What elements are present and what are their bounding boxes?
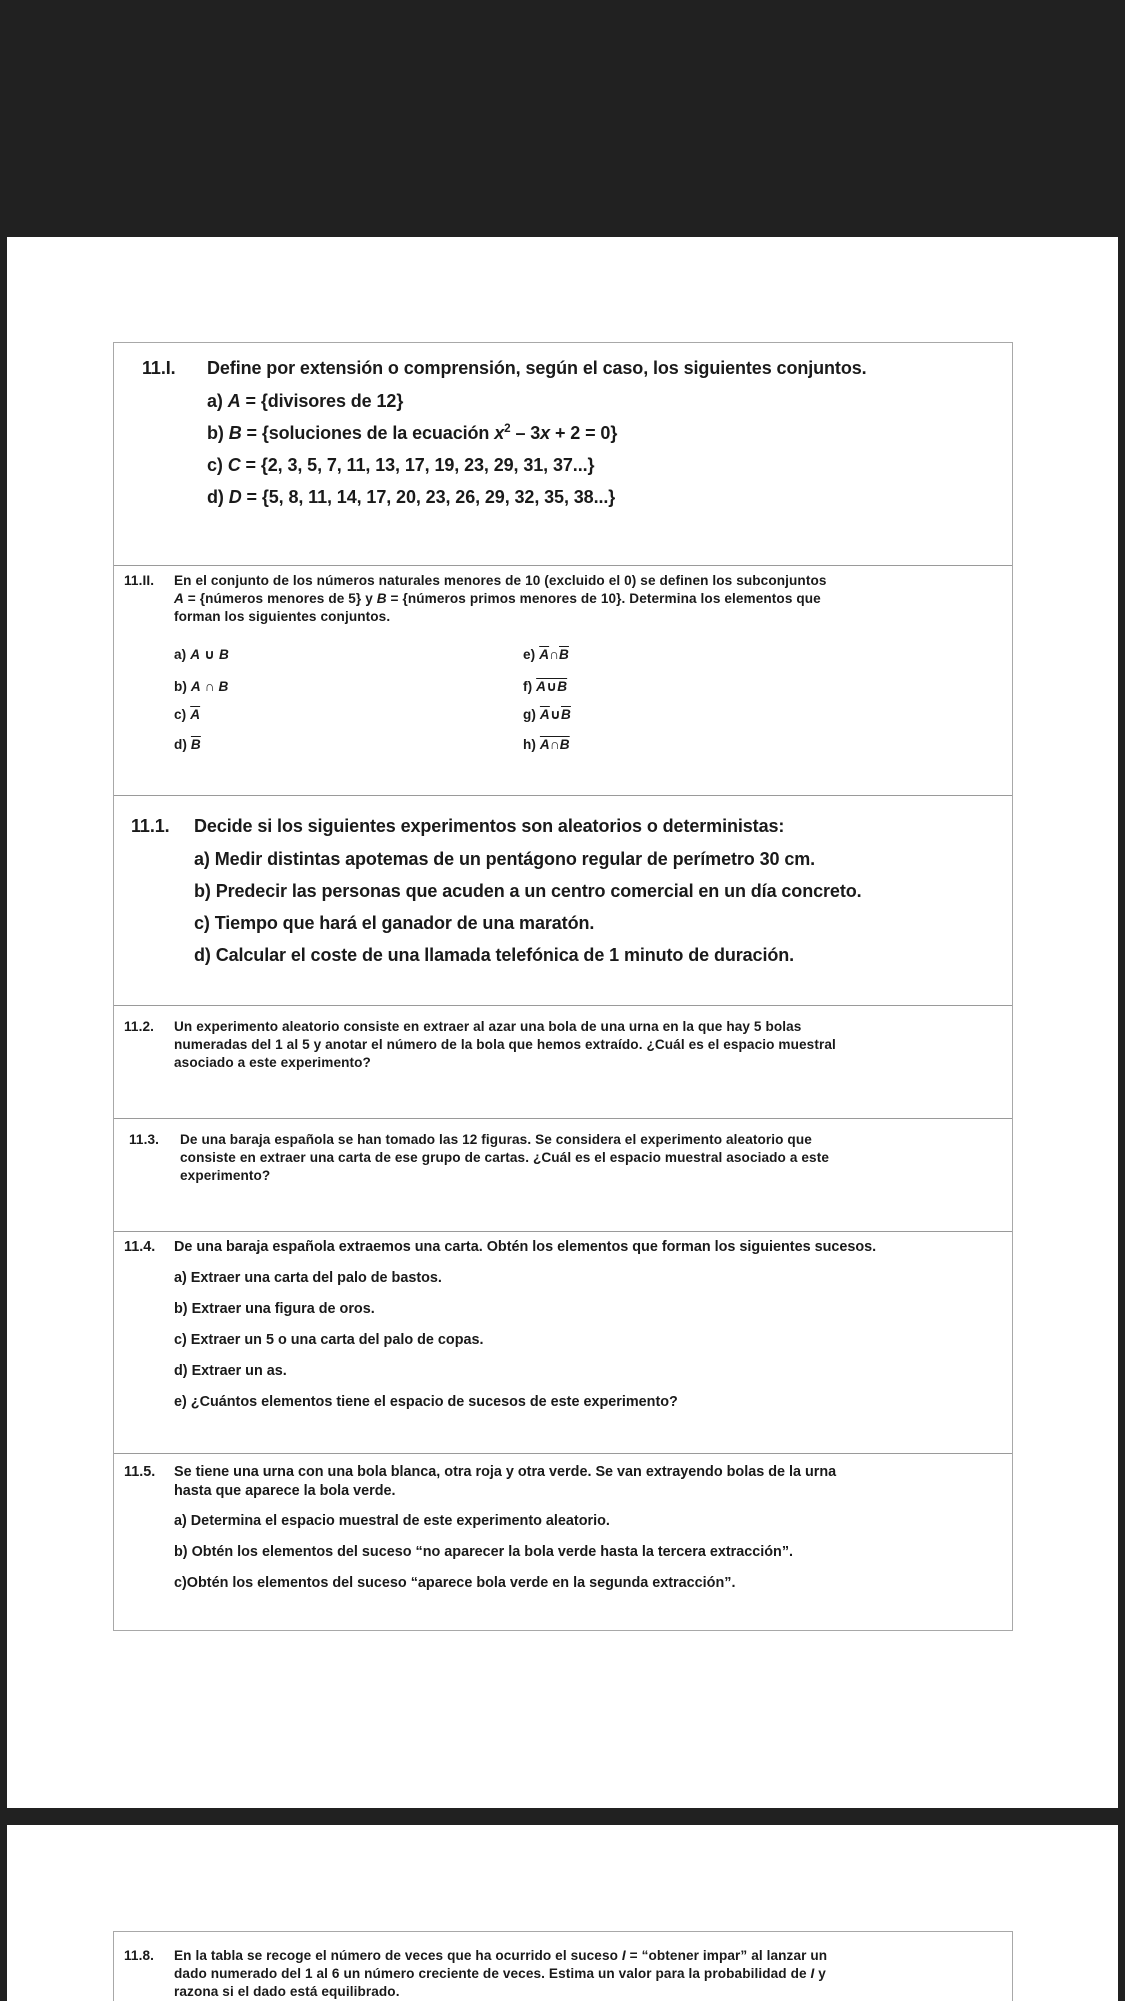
item-e: e) $\overline{A}\cap\overline{B}$ [523, 647, 569, 662]
exercise-number: 11.I. [142, 358, 176, 378]
item-h: h) A∩B [523, 737, 570, 752]
item-d: d) Extraer un as. [174, 1363, 287, 1379]
item-c: c)Obtén los elementos del suceso “aparece bola verde en la segunda extracción”. [174, 1575, 736, 1591]
exercise-11-5 [114, 1453, 1012, 1630]
exercise-11-8 [114, 1932, 1012, 2001]
item-d: d) Calcular el coste de una llamada telefónica de 1 minuto de duración. [194, 945, 795, 965]
exercise-11-II [114, 565, 1012, 795]
item-e: e) ¿Cuántos elementos tiene el espacio de sucesos de este experimento? [174, 1394, 678, 1410]
exercise-statement: Se tiene una urna con una bola blanca, otra roja y otra verde. Se van extrayendo bolas de la urna hasta que aparece la bola verde. [174, 1464, 837, 1499]
item-d: d) D = {5, 8, 11, 14, 17, 20, 23, 26, 29, 32, 35, 38...} [207, 487, 616, 507]
item-g: g) $\overline{A}\cup\overline{B}$ [523, 707, 571, 722]
item-c: c) C = {2, 3, 5, 7, 11, 13, 17, 19, 23, 29, 31, 37...} [207, 455, 595, 475]
item-b: b) Predecir las personas que acuden a un centro comercial en un día concreto. [194, 881, 862, 901]
exercise-statement: Un experimento aleatorio consiste en extraer al azar una bola de una urna en la que hay 5 bolas numeradas del 1 al 5 y anotar el número de la bola que hemos extraído. ¿Cuál es el espacio muestral asociado a este experimento? [174, 1019, 836, 1070]
item-a: a) Determina el espacio muestral de este experimento aleatorio. [174, 1513, 610, 1529]
exercise-11-3 [114, 1118, 1012, 1231]
exercise-11-1 [114, 795, 1012, 1005]
exercise-statement: Define por extensión o comprensión, según el caso, los siguientes conjuntos. [207, 358, 867, 378]
item-f: f) A∪B [523, 679, 568, 694]
item-b: b) Obtén los elementos del suceso “no aparecer la bola verde hasta la tercera extracción”. [174, 1544, 794, 1560]
item-a: a) A = {divisores de 12} [207, 391, 404, 411]
exercise-number: 11.II. [124, 573, 155, 588]
exercise-box [113, 342, 1013, 1631]
item-a: a) A ∪ B [174, 647, 229, 662]
exercise-statement: En el conjunto de los números naturales menores de 10 (excluido el 0) se definen los subconjuntos A = {números menores de 5} y B = {números primos menores de 10}. Determina los elementos que forman los siguientes conjuntos. [174, 573, 827, 624]
exercise-number: 11.8. [124, 1948, 154, 1963]
exercise-number: 11.1. [131, 816, 170, 836]
item-c: c) Extraer un 5 o una carta del palo de copas. [174, 1332, 484, 1348]
document-page-2 [7, 1825, 1118, 2001]
document-page-1 [7, 237, 1118, 1808]
item-b: b) B = {soluciones de la ecuación $x^2 - 3x + 2 = 0$} [207, 422, 618, 443]
exercise-number: 11.3. [129, 1132, 159, 1147]
exercise-number: 11.2. [124, 1019, 154, 1034]
exercise-11-2 [114, 1005, 1012, 1118]
item-b: b) A ∩ B [174, 679, 229, 694]
item-a: a) Extraer una carta del palo de bastos. [174, 1270, 442, 1286]
item-d: d) $\overline{B}$ [174, 737, 201, 752]
exercise-statement: De una baraja española extraemos una carta. Obtén los elementos que forman los siguientes sucesos. [174, 1239, 877, 1255]
item-a: a) Medir distintas apotemas de un pentágono regular de perímetro 30 cm. [194, 849, 816, 869]
item-b: b) Extraer una figura de oros. [174, 1301, 375, 1317]
exercise-statement: Decide si los siguientes experimentos son aleatorios o deterministas: [194, 816, 785, 836]
exercise-number: 11.4. [124, 1239, 156, 1255]
item-c: c) Tiempo que hará el ganador de una maratón. [194, 913, 595, 933]
exercise-statement: En la tabla se recoge el número de veces que ha ocurrido el suceso I = “obtener impar” al lanzar un dado numerado del 1 al 6 un número creciente de veces. Estima un valor para la probabilidad de I y razona si el dado está equilibrado. [174, 1948, 828, 1999]
exercise-11-4 [114, 1231, 1012, 1453]
exercise-number: 11.5. [124, 1464, 156, 1480]
exercise-11-I [114, 343, 1012, 517]
exercise-box [113, 1931, 1013, 2001]
item-c: c) $\overline{A}$ [174, 707, 201, 722]
exercise-statement: De una baraja española se han tomado las 12 figuras. Se considera el experimento aleatorio que consiste en extraer una carta de ese grupo de cartas. ¿Cuál es el espacio muestral asociado a este experimento? [180, 1132, 829, 1183]
